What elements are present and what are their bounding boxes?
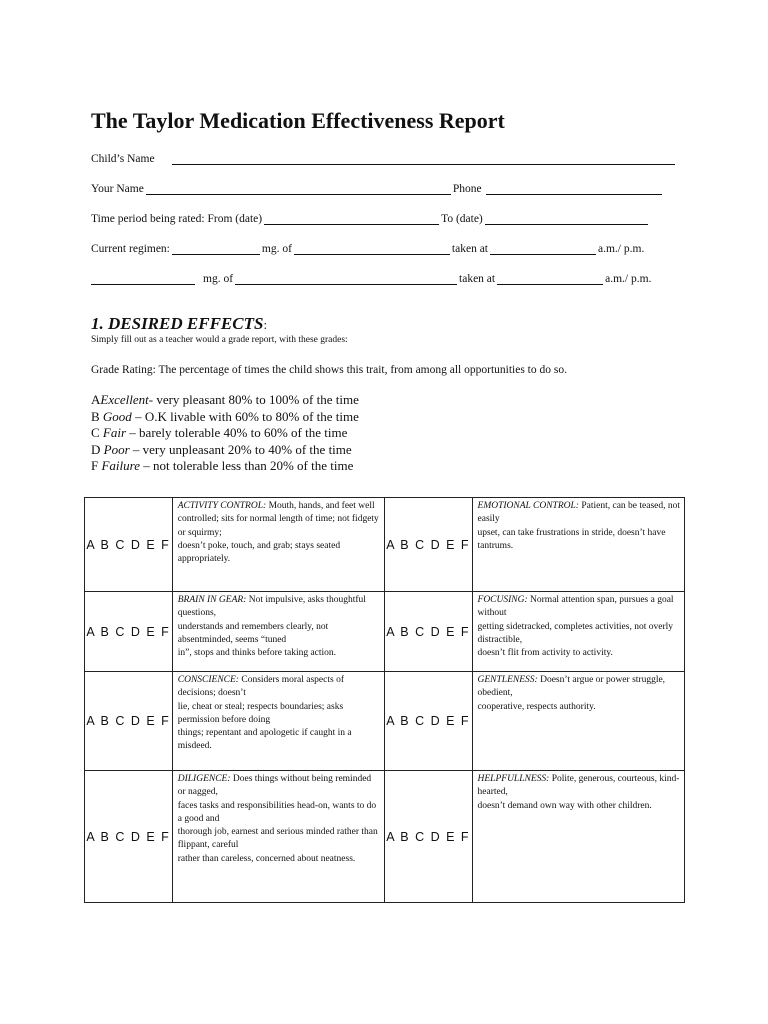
trait-diligence (172, 771, 384, 903)
trait-name: ACTIVITY CONTROL: (177, 501, 267, 511)
trait-text: Mouth, hands, and feet well (266, 501, 375, 511)
grade-options-brain-in-gear[interactable]: A B C D E F (85, 592, 173, 672)
trait-text: in”, stops and thinks before taking action. (177, 648, 337, 659)
table-row (85, 771, 685, 903)
trait-brain-in-gear (172, 592, 384, 672)
trait-text: Considers moral aspects of decisions; doesn’t (177, 675, 344, 699)
medication-field-2[interactable] (235, 272, 457, 285)
table-row (85, 672, 685, 771)
medication-field-1[interactable] (294, 242, 450, 255)
grade-options-activity-control[interactable]: A B C D E F (85, 498, 173, 592)
trait-conscience (172, 672, 384, 771)
trait-text: faces tasks and responsibilities head-on, wants to do a good and (177, 800, 377, 824)
phone-label: Phone (452, 183, 482, 195)
section-heading-colon: : (263, 317, 268, 332)
trait-rating-table (84, 497, 685, 903)
regimen-dose-field-1[interactable] (172, 242, 260, 255)
scale-letter: A (91, 392, 101, 407)
trait-text: Normal attention span, pursues a goal without (477, 595, 674, 619)
scale-word: Good (102, 408, 132, 424)
trait-text: Polite, generous, courteous, kind-hearted, (477, 774, 680, 798)
trait-text: understands and remembers clearly, not absentminded, seems “tuned (177, 621, 329, 645)
mg-of-label-1: mg. of (261, 243, 292, 255)
trait-text: Doesn’t argue or power struggle, obedient, (477, 675, 666, 699)
regimen-line-1 (91, 239, 644, 255)
trait-text: rather than careless, concerned about neatness. (177, 853, 356, 864)
grade-options-focusing[interactable]: A B C D E F (384, 592, 472, 672)
trait-text: doesn’t poke, touch, and grab; stays seated appropriately. (177, 540, 341, 565)
trait-name: EMOTIONAL CONTROL: (477, 501, 579, 511)
scale-letter: B (91, 408, 103, 424)
your-name-field[interactable] (146, 182, 451, 195)
scale-row-c (91, 425, 359, 442)
scale-description: - very pleasant 80% to 100% of the time (148, 392, 359, 407)
taken-at-label-2: taken at (459, 273, 496, 285)
grade-options-gentleness[interactable]: A B C D E F (384, 672, 472, 771)
trait-helpfullness (472, 771, 684, 903)
trait-name: DILIGENCE: (177, 774, 231, 784)
trait-text: cooperative, respects authority. (477, 701, 596, 712)
time-period-line (91, 209, 650, 225)
scale-row-f (91, 458, 359, 475)
trait-name: GENTLENESS: (477, 675, 538, 685)
taken-at-label-1: taken at (451, 243, 488, 255)
your-name-label: Your Name (91, 183, 144, 195)
time-field-1[interactable] (490, 242, 596, 255)
trait-text: doesn’t demand own way with other children. (477, 800, 652, 811)
scale-description: – O.K livable with 60% to 80% of the time (131, 408, 359, 424)
childs-name-field[interactable] (172, 152, 675, 165)
scale-description: – barely tolerable 40% to 60% of the time (126, 425, 348, 440)
scale-letter: F (91, 458, 102, 473)
to-date-field[interactable] (485, 212, 648, 225)
scale-row-b (91, 409, 359, 426)
grade-options-conscience[interactable]: A B C D E F (85, 672, 173, 771)
trait-text: Not impulsive, asks thoughtful questions, (177, 595, 366, 619)
trait-focusing (472, 592, 684, 672)
trait-name: HELPFULLNESS: (477, 774, 550, 784)
trait-activity-control (172, 498, 384, 592)
table-row (85, 592, 685, 672)
scale-row-a (91, 392, 359, 409)
mg-of-label-2: mg. of (203, 273, 234, 285)
trait-gentleness (472, 672, 684, 771)
trait-text: things; repentant and apologetic if caught in a misdeed. (177, 728, 352, 752)
trait-text: upset, can take frustrations in stride, doesn’t have tantrums. (477, 527, 666, 551)
grade-rating-text: Grade Rating: The percentage of times the child shows this trait, from among all opportunities to do so. (91, 364, 567, 376)
table-row (85, 498, 685, 592)
trait-text: doesn’t flit from activity to activity. (477, 648, 613, 659)
ampm-label-1: a.m./ p.m. (598, 243, 645, 255)
time-field-2[interactable] (497, 272, 603, 285)
section-instructions: Simply fill out as a teacher would a grade report, with these grades: (91, 335, 348, 345)
scale-word: Poor (103, 441, 130, 457)
trait-text: thorough job, earnest and serious minded rather than flippant, careful (177, 827, 378, 851)
ampm-label-2: a.m./ p.m. (605, 273, 652, 285)
grade-options-emotional-control[interactable]: A B C D E F (384, 498, 472, 592)
regimen-line-2 (91, 269, 651, 285)
scale-description: – not tolerable less than 20% of the time (140, 458, 354, 473)
trait-text: controlled; sits for normal length of time; not fidgety or squirmy; (177, 514, 379, 538)
from-date-field[interactable] (264, 212, 439, 225)
childs-name-label: Child’s Name (91, 153, 155, 165)
childs-name-line (91, 149, 677, 165)
scale-letter: C (91, 425, 103, 440)
trait-name: FOCUSING: (477, 595, 528, 605)
trait-name: CONSCIENCE: (177, 675, 239, 685)
grade-options-diligence[interactable]: A B C D E F (85, 771, 173, 903)
section-heading (91, 314, 267, 334)
from-date-label: Time period being rated: From (date) (91, 213, 263, 225)
scale-description: – very unpleasant 20% to 40% of the time (129, 441, 352, 457)
grade-scale (91, 392, 359, 475)
scale-word: Excellent (100, 392, 149, 407)
trait-emotional-control (472, 498, 684, 592)
trait-text: getting sidetracked, completes activities, not overly distractible, (477, 621, 673, 645)
scale-letter: D (91, 441, 104, 457)
scale-word: Failure (101, 458, 140, 473)
trait-text: lie, cheat or steal; respects boundaries; asks permission before doing (177, 701, 344, 725)
trait-text: Does things without being reminded or nagged, (177, 774, 372, 798)
page-title: The Taylor Medication Effectiveness Report (91, 108, 505, 133)
scale-word: Fair (102, 425, 127, 440)
section-heading-text: 1. DESIRED EFFECTS (91, 314, 264, 333)
trait-name: BRAIN IN GEAR: (177, 595, 247, 605)
regimen-label: Current regimen: (91, 243, 170, 255)
regimen-dose-field-2[interactable] (91, 272, 195, 285)
your-name-line (91, 179, 664, 195)
to-date-label: To (date) (441, 213, 483, 225)
grade-options-helpfullness[interactable]: A B C D E F (384, 771, 472, 903)
phone-field[interactable] (486, 182, 662, 195)
trait-text: Patient, can be teased, not easily (477, 501, 681, 525)
scale-row-d (91, 442, 359, 459)
